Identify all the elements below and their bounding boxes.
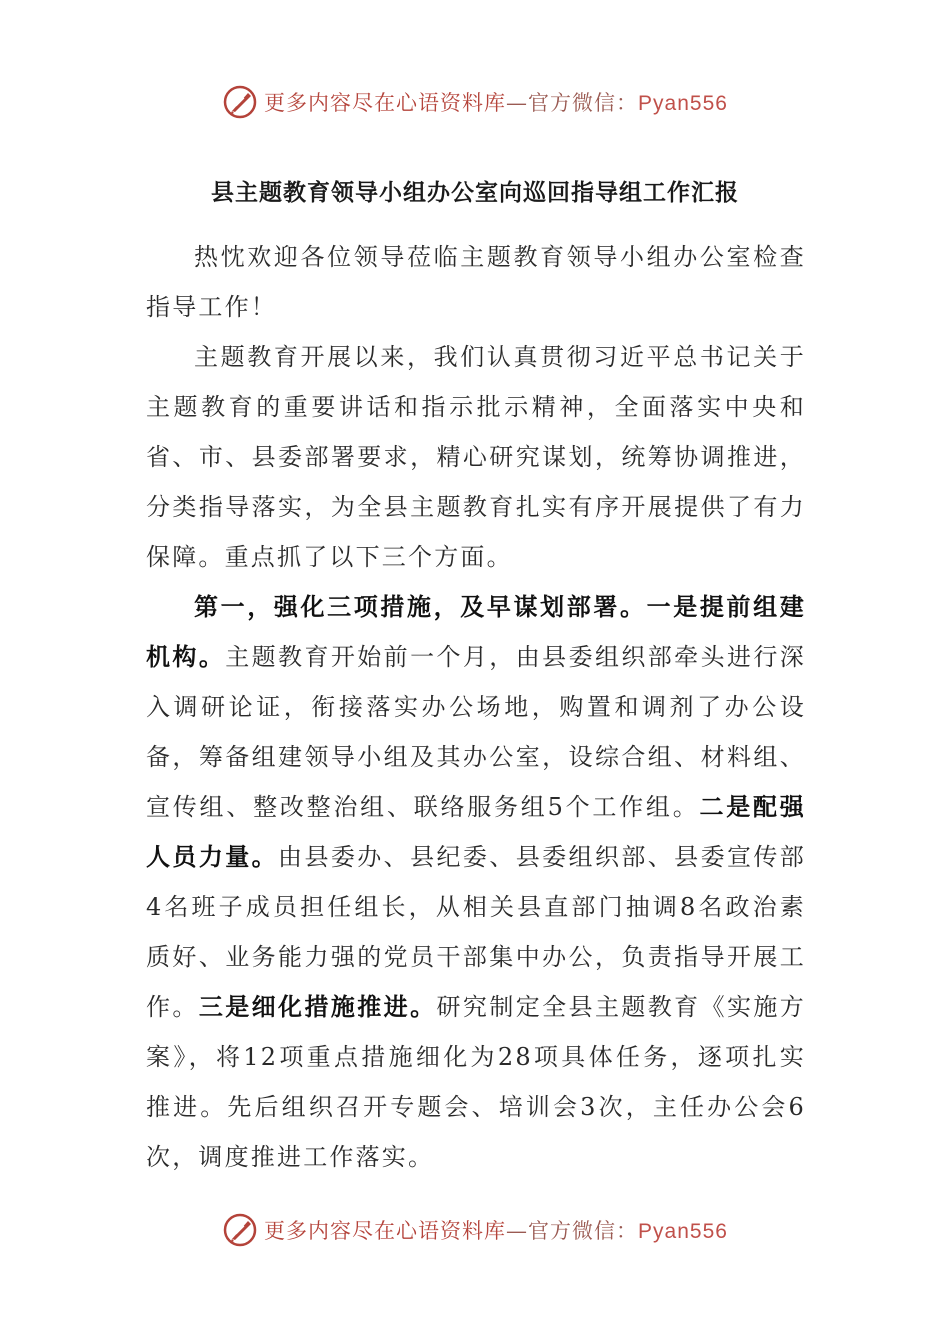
quill-pen-logo-icon	[222, 1212, 258, 1248]
point-three-heading: 三是细化措施推进。	[198, 992, 437, 1021]
banner-separator: —	[506, 1219, 529, 1243]
header-banner	[0, 80, 950, 124]
banner-wechat-id: Pyan556	[638, 1220, 728, 1243]
point-two-heading: 二是配强人员力量。	[146, 792, 806, 871]
point-three-text: 研究制定全县主题教育《实施方案》，将12项重点措施细化为28项具体任务，逐项扎实推进。先后组织召开专题会、培训会3次，主任办公会6次，调度推进工作落实。	[146, 993, 806, 1171]
banner-sub-text: 官方微信：	[528, 1219, 639, 1243]
document-title: 县主题教育领导小组办公室向巡回指导组工作汇报	[211, 179, 739, 206]
paragraph-welcome: 热忱欢迎各位领导莅临主题教育领导小组办公室检查指导工作！	[146, 243, 806, 321]
document-body	[146, 232, 806, 1182]
paragraph-section-one	[146, 582, 806, 1182]
footer-banner	[0, 1208, 950, 1252]
point-one-text: 主题教育开始前一个月，由县委组织部牵头进行深入调研论证，衔接落实办公场地，购置和调剂了办公设备，筹备组建领导小组及其办公室，设综合组、材料组、宣传组、整改整治组、联络服务组5个工作组。	[146, 643, 806, 821]
section-one-heading: 第一，强化三项措施，及早谋划部署。	[194, 592, 647, 621]
quill-pen-logo-icon	[222, 84, 258, 120]
banner-separator: —	[506, 91, 529, 115]
banner-wechat-id: Pyan556	[638, 92, 728, 115]
point-one-heading: 一是提前组建机构。	[146, 592, 806, 671]
banner-main-text: 更多内容尽在心语资料库	[264, 1219, 507, 1243]
banner-text	[264, 87, 728, 117]
banner-main-text: 更多内容尽在心语资料库	[264, 91, 507, 115]
paragraph-intro: 主题教育开展以来，我们认真贯彻习近平总书记关于主题教育的重要讲话和指示批示精神，全面落实中央和省、市、县委部署要求，精心研究谋划，统筹协调推进，分类指导落实，为全县主题教育扎实有序开展提供了有力保障。重点抓了以下三个方面。	[146, 343, 806, 571]
banner-text	[264, 1215, 728, 1245]
point-two-text: 由县委办、县纪委、县委组织部、县委宣传部4名班子成员担任组长，从相关县直部门抽调8名政治素质好、业务能力强的党员干部集中办公，负责指导开展工作。	[146, 843, 807, 1021]
banner-sub-text: 官方微信：	[528, 91, 639, 115]
